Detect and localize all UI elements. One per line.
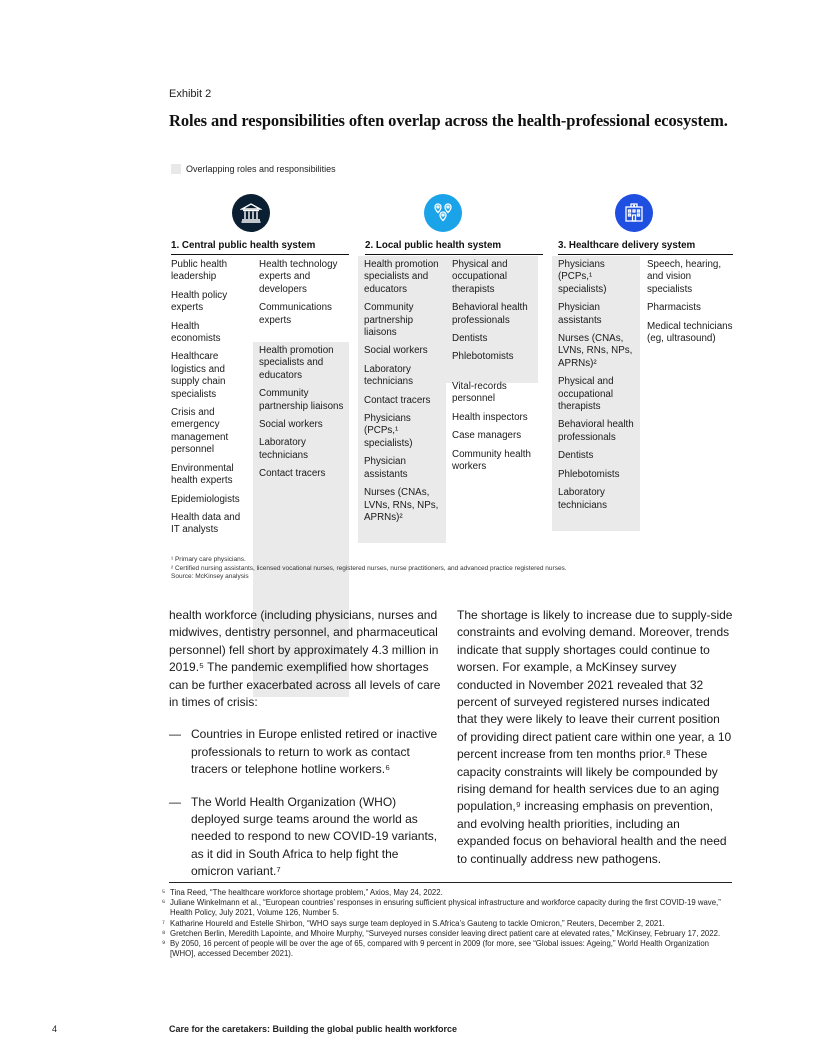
role-item: Health policy experts	[171, 289, 228, 314]
exhibit-footnote: ¹ Primary care physicians.	[171, 556, 246, 563]
bullet-item	[169, 794, 442, 881]
endnote-divider	[169, 882, 732, 883]
bullet-text: The World Health Organization (WHO) deployed surge teams around the world as needed to respond to new COVID-19 variants, as it did in South Africa to help fight the omicron variant.⁷	[191, 794, 438, 879]
endnote-text: Tina Reed, “The healthcare workforce shortage problem,” Axios, May 24, 2022.	[170, 888, 443, 897]
role-item: Laboratory technicians	[558, 487, 608, 511]
role-item: Speech, hearing, and vision specialists	[647, 259, 722, 295]
role-item: Physical and occupational therapists	[558, 376, 614, 413]
system-heading-delivery: 3. Healthcare delivery system	[558, 240, 733, 255]
role-item: Communications experts	[259, 302, 332, 326]
role-item: Case managers	[452, 430, 522, 442]
role-item: Social workers	[259, 419, 323, 431]
bullet-dash: —	[169, 794, 181, 809]
body-left-column	[169, 607, 442, 881]
endnote-text: Gretchen Berlin, Meredith Lapointe, and Mhoire Murphy, “Surveyed nurses consider leaving direct patient care at elevated rates,” McKinsey, February 17, 2022.	[170, 928, 721, 938]
role-item: Crisis and emergency management personnel	[171, 407, 229, 456]
body-paragraph: health workforce (including physicians, nurses and midwives, dentistry personnel, and pharmaceutical personnel) fell short by approximately 4.3 million in 2019.⁵ The pandemic exemplified how shortages can be further exacerbated across all levels of care in times of crisis:	[169, 608, 441, 710]
bullet-text: Countries in Europe enlisted retired or inactive professionals to return to work as contact tracers or telephone hotline workers.⁶	[191, 727, 438, 777]
endnote-number: ⁶	[162, 898, 166, 908]
exhibit-source: Source: McKinsey analysis	[171, 573, 249, 580]
role-item: Health data and IT analysts	[171, 511, 241, 536]
role-item: Community partnership liaisons	[259, 388, 344, 412]
local-col-2-shaded	[446, 256, 538, 383]
role-item: Phlebotomists	[452, 351, 514, 363]
endnotes	[162, 888, 734, 959]
role-item: Health technology experts and developers	[259, 259, 338, 295]
role-item: Social workers	[364, 345, 428, 357]
role-item: Nurses (CNAs, LVNs, RNs, NPs, APRNs)²	[558, 333, 633, 369]
role-item: Environmental health experts	[171, 462, 234, 487]
endnote	[162, 919, 734, 929]
system-heading-central: 1. Central public health system	[171, 240, 349, 255]
role-item: Vital-records personnel	[452, 381, 507, 405]
role-item: Community partnership liaisons	[364, 302, 414, 339]
body-paragraph: The shortage is likely to increase due to supply-side constraints and evolving demand. Moreover, trends indicate that supply shortages could continue to worsen. For example, a McKinsey survey conducted in November 2021 revealed that 32 percent of surveyed registered nurses indicated that they were likely to leave their current position of providing direct patient care within one year, a 10 percent increase from ten months prior.⁸ These capacity constraints will likely be compounded by rising demand for health services due to an aging population,⁹ increasing emphasis on prevention, and evolving health priorities, including an expanded focus on behavioral health and the need to continually address new pathogens.	[457, 608, 733, 866]
role-item: Health economists	[171, 320, 221, 345]
delivery-col-2	[641, 259, 735, 345]
endnote-number: ⁸	[162, 928, 166, 938]
endnote	[162, 888, 734, 898]
role-item: Dentists	[558, 450, 594, 462]
page-number: 4	[52, 1024, 58, 1034]
role-item: Behavioral health professionals	[558, 419, 634, 443]
role-item: Physician assistants	[364, 456, 408, 480]
running-title: Care for the caretakers: Building the global public health workforce	[169, 1024, 458, 1034]
hospital-icon	[615, 194, 653, 232]
legend-label: Overlapping roles and responsibilities	[186, 164, 336, 174]
role-item: Contact tracers	[364, 394, 431, 406]
role-item: Health promotion specialists and educators	[259, 345, 334, 381]
role-item: Physicians (PCPs,¹ specialists)	[364, 413, 413, 449]
role-item: Dentists	[452, 333, 488, 345]
role-item: Physicians (PCPs,¹ specialists)	[558, 259, 607, 295]
bullet-dash: —	[169, 727, 181, 742]
endnote	[162, 929, 734, 939]
exhibit-footnotes	[171, 556, 731, 582]
legend-swatch	[171, 164, 181, 174]
role-item: Community health workers	[452, 448, 531, 473]
role-item: Nurses (CNAs, LVNs, RNs, NPs, APRNs)²	[364, 487, 439, 523]
role-item: Epidemiologists	[171, 493, 240, 505]
exhibit-label: Exhibit 2	[169, 88, 212, 100]
government-building-icon	[232, 194, 270, 232]
role-item: Public health leadership	[171, 259, 228, 283]
exhibit-title: Roles and responsibilities often overlap across the health-professional ecosystem.	[169, 111, 728, 130]
exhibit-footnote: ² Certified nursing assistants, licensed vocational nurses, registered nurses, nurse practitioners, and advanced practice registered nurses.	[171, 564, 567, 572]
central-col-2-plain	[253, 259, 349, 327]
endnote-text: Katharine Houreld and Estelle Shirbon, “WHO says surge team deployed in S.Africa’s Gauteng to tackle Omicron,” Reuters, December 2, 2021.	[170, 918, 665, 928]
location-pins-icon	[424, 194, 462, 232]
role-item: Laboratory technicians	[259, 437, 309, 461]
delivery-col-1	[552, 256, 640, 531]
role-item: Contact tracers	[259, 468, 326, 480]
role-item: Health promotion specialists and educators	[364, 259, 439, 295]
role-item: Laboratory technicians	[364, 363, 414, 388]
endnote-number: ⁷	[162, 918, 165, 928]
endnote	[162, 898, 734, 918]
role-item: Pharmacists	[647, 302, 701, 314]
endnote	[162, 939, 734, 959]
role-item: Health inspectors	[452, 411, 528, 423]
role-item: Behavioral health professionals	[452, 302, 528, 326]
role-item: Medical technicians (eg, ultrasound)	[647, 320, 733, 345]
local-col-1	[358, 256, 446, 543]
endnote-number: ⁹	[162, 939, 166, 949]
role-item: Physician assistants	[558, 302, 602, 326]
endnote-number: ⁵	[162, 888, 166, 897]
role-item: Healthcare logistics and supply chain specialists	[171, 351, 226, 400]
legend	[171, 164, 336, 174]
system-heading-local: 2. Local public health system	[365, 240, 543, 255]
endnote-text: By 2050, 16 percent of people will be over the age of 65, compared with 9 percent in 2009 (for more, see “Global issues: Ageing,” World Health Organization [WHO], accessed December 2021).	[170, 939, 710, 959]
bullet-item	[169, 726, 442, 778]
role-item: Phlebotomists	[558, 468, 620, 480]
central-col-1	[171, 259, 249, 537]
endnote-text: Juliane Winkelmann et al., “European countries’ responses in ensuring sufficient physical infrastructure and workforce capacity during the first COVID-19 wave,” Health Policy, July 2021, Volume 126, Number 5.	[170, 898, 721, 918]
body-right-column	[457, 607, 733, 868]
local-col-2-plain	[446, 381, 538, 473]
role-item: Physical and occupational therapists	[452, 259, 508, 295]
